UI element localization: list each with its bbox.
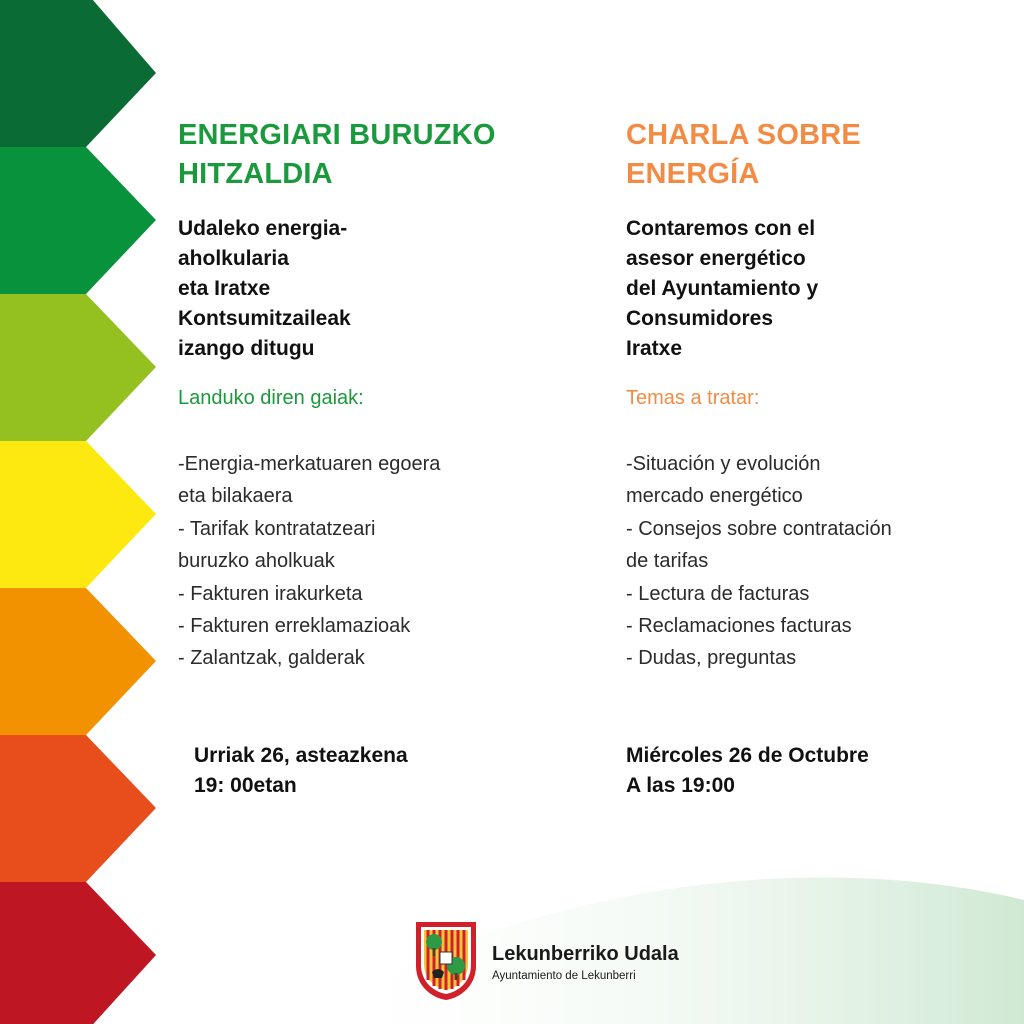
spanish-intro-line: Iratxe: [626, 337, 683, 360]
list-item: - Consejos sobre contratación: [626, 517, 892, 540]
basque-intro-line: Udaleko energia-: [178, 217, 348, 240]
basque-date-line1: Urriak 26, asteazkena: [194, 744, 408, 767]
basque-topics-list: [178, 448, 578, 675]
footer-logo: [414, 920, 679, 1002]
list-item: - Dudas, preguntas: [626, 647, 797, 670]
list-item: - Fakturen erreklamazioak: [178, 615, 411, 638]
list-item: - Reclamaciones facturas: [626, 615, 852, 638]
spanish-topics-list: [626, 448, 1016, 675]
arrow-orange: [0, 588, 156, 735]
spanish-date-line1: Miércoles 26 de Octubre: [626, 744, 869, 767]
list-item: - Fakturen irakurketa: [178, 582, 363, 605]
basque-intro-line: aholkularia: [178, 247, 289, 270]
arrow-yellow: [0, 441, 156, 588]
spanish-topics-label: Temas a tratar:: [626, 387, 760, 409]
list-item: eta bilakaera: [178, 485, 293, 508]
spanish-intro: [626, 214, 1016, 364]
arrow-light-green: [0, 294, 156, 441]
footer-name: Lekunberriko Udala: [492, 943, 679, 965]
list-item: - Zalantzak, galderak: [178, 647, 365, 670]
arrow-green: [0, 147, 156, 294]
spanish-intro-line: Consumidores: [626, 307, 774, 330]
spanish-column: [626, 116, 1016, 797]
arrow-red: [0, 882, 156, 1024]
list-item: - Lectura de facturas: [626, 582, 810, 605]
spanish-date: [626, 741, 869, 801]
list-item: -Energia-merkatuaren egoera: [178, 453, 441, 475]
list-item: - Tarifak kontratatzeari: [178, 517, 376, 540]
basque-date: [194, 741, 408, 801]
arrow-red-orange: [0, 735, 156, 882]
spanish-intro-line: del Ayuntamiento y: [626, 277, 819, 300]
footer-subtitle: Ayuntamiento de Lekunberri: [492, 970, 636, 982]
basque-title-line1: ENERGIARI BURUZKO: [178, 119, 496, 151]
basque-title: [178, 116, 578, 194]
basque-date-line2: 19: 00etan: [194, 774, 297, 797]
list-item: -Situación y evolución: [626, 453, 821, 475]
basque-column: [178, 116, 578, 797]
basque-intro-line: izango ditugu: [178, 337, 315, 360]
basque-intro-line: Kontsumitzaileak: [178, 307, 351, 330]
spanish-intro-line: Contaremos con el: [626, 217, 816, 240]
spanish-title-line2: ENERGÍA: [626, 158, 760, 190]
spanish-intro-line: asesor energético: [626, 247, 806, 270]
list-item: buruzko aholkuak: [178, 550, 335, 573]
energy-scale-arrows: [0, 0, 160, 1024]
basque-intro: [178, 214, 578, 364]
footer-text: [492, 942, 679, 984]
basque-title-line2: HITZALDIA: [178, 158, 333, 190]
arrow-dark-green: [0, 0, 156, 147]
spanish-title: [626, 116, 1016, 194]
basque-intro-line: eta Iratxe: [178, 277, 271, 300]
basque-topics-label: Landuko diren gaiak:: [178, 387, 364, 409]
spanish-title-line1: CHARLA SOBRE: [626, 119, 861, 151]
spanish-date-line2: A las 19:00: [626, 774, 735, 797]
list-item: de tarifas: [626, 550, 709, 573]
municipal-crest-icon: [414, 920, 478, 1002]
list-item: mercado energético: [626, 485, 803, 508]
